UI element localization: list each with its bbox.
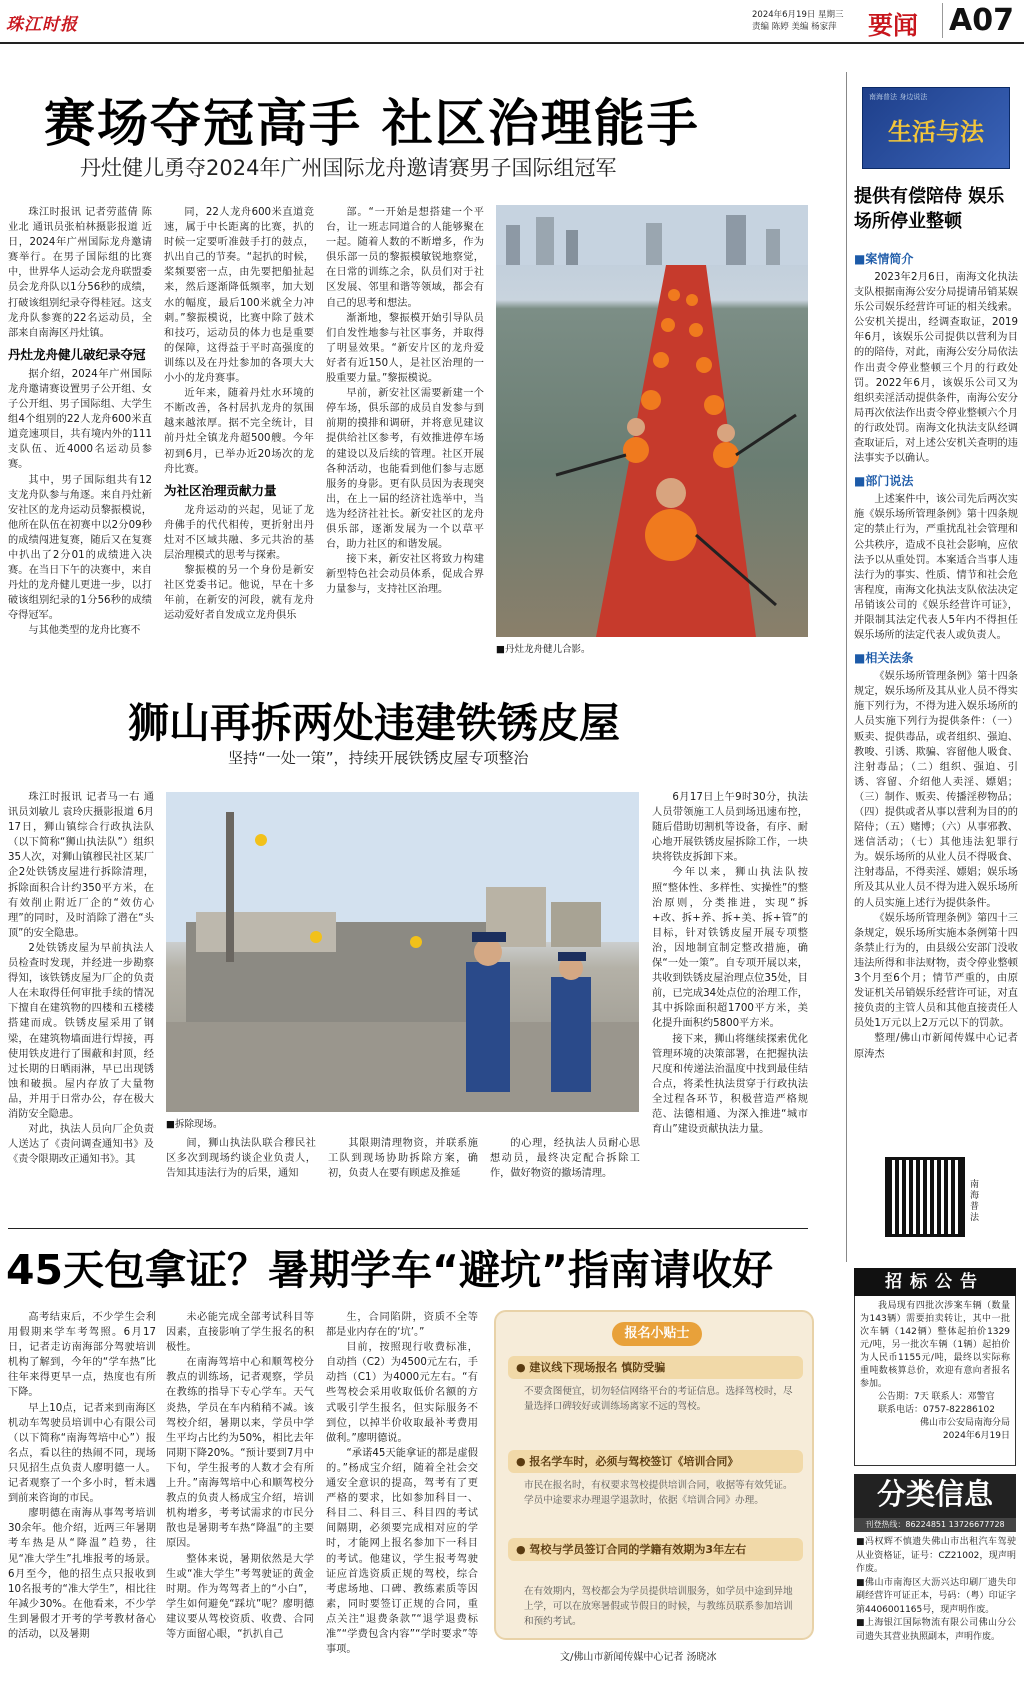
demolition-site-photo	[166, 792, 639, 1112]
article1-photo-caption: ■丹灶龙舟健儿合影。	[496, 644, 591, 655]
sidebar-headline: 提供有偿陪侍 娱乐场所停业整顿	[854, 186, 1005, 232]
sidebar-section-heading: ■案情简介	[854, 252, 914, 266]
article3-credit: 文/佛山市新闻传媒中心记者 汤晓冰	[560, 1652, 717, 1663]
article1-paragraph: 近年来，随着丹灶水环境的不断改善，各村居扒龙舟的氛围越来越浓厚。据不完全统计，目前丹灶全镇龙舟超500艘。今年初到6月，已举办近20场次的龙舟比赛。	[164, 388, 314, 475]
tip-heading: ● 驾校与学员签订合同的学籍有效期为3年左右	[508, 1538, 803, 1561]
tip-body: 在有效期内，驾校都会为学员提供培训服务，如学员中途到异地上学，可以在放寒暑假或节假日的时候，与教练员联系参加培训和预约考试。	[524, 1586, 793, 1627]
tender-notice-date: 2024年6月19日	[942, 1431, 1010, 1441]
column-banner	[862, 87, 1010, 169]
dragon-boat-team-photo	[496, 205, 808, 637]
tip-heading: ● 建议线下现场报名 慎防受骗	[508, 1356, 803, 1379]
tender-notice-title: 招标公告	[854, 1268, 1016, 1296]
tender-notice-contact: 公告期：7天 联系人：邓警官	[878, 1392, 995, 1402]
article2-headline: 狮山再拆两处违建铁锈皮屋	[128, 699, 620, 747]
tender-notice-phone: 联系电话：0757-82286102	[878, 1405, 995, 1415]
tip-body: 市民在报名时，有权要求驾校提供培训合同，收据等有效凭证。学员中途要求办理退学退款时，依据《培训合同》办理。	[524, 1480, 793, 1506]
sidebar-body	[854, 244, 1018, 1060]
article3-paragraph: 整体来说，暑期依然是大学生或“准大学生”考驾驶证的黄金时期。作为驾驾者上的“小白”，学生如何避免“踩坑”呢？廖明德建议要从驾校资质、收费、合同等方面留心眼，“扒扒自己	[166, 1553, 314, 1640]
article3-paragraph: “承诺45天能拿证的都是虚假的。”杨成宝介绍，随着全社会交通安全意识的提高，驾考有了更严格的要求，比如参加科目一、科目二、科目三、科目四的考试间隔期，必须要完成相对应的学时，才能网上报名参加下一科目的考试。他建议，学生报考驾驶证应首选资质正规的驾校，综合考虑场地、口碑、教练素质等因素，同时要签订正规的合同，重点关注“退费条款”“退学退费标准”“学费包含内容”“学时要求”等事项。	[326, 1447, 478, 1656]
article1-subheadline: 丹灶健儿勇夺2024年广州国际龙舟邀请赛男子国际组冠军	[80, 156, 617, 180]
article1-paragraph: 早前，新安社区需要新建一个停车场，俱乐部的成员自发参与到前期的摸排和调研，并将意见建议提供给社区参考，有效推进停车场的建设以及后续的管理。社区开展各种活动，也能看到他们参与志愿服务的身影。更有队员因为表现突出，在上一届的经济社选举中，当选为经济社社长。新安社区的龙舟俱乐部，逐渐发展为一个以草平台，助力社区的和谐发展。	[326, 388, 484, 551]
article1-paragraph: 部。“一开始是想搭建一个平台，让一班志同道合的人能够聚在一起。随着人数的不断增多，作为俱乐部一员的黎振模敏锐地察觉，在日常的训练之余，队员们对于社区发展、邻里和谐等领域，都会有自己的思考和想法。	[326, 207, 484, 309]
article3-paragraph: 生，合同陷阱，资质不全等都是业内存在的‘坑’。”	[326, 1312, 478, 1339]
article3-column-2	[166, 1310, 314, 1674]
sidebar-paragraph: 上述案件中，该公司先后两次实施《娱乐场所管理条例》第十四条规定的禁止行为，严重扰乱社会管理和公共秩序，造成不良社会影响，应依法予以从重处罚。本案适合当事人违法行为的事实、性质、情节和社会危害程度，南海文化执法支队依法决定吊销该公司的《娱乐经营许可证》，并限制其法定代表人5年内不得担任娱乐场所的法定代表人或负责人。	[854, 494, 1018, 642]
sidebar-section-heading: ■相关法条	[854, 651, 914, 666]
tips-title: 报名小贴士	[612, 1322, 702, 1346]
article2-paragraph: 间，狮山执法队联合穆民社区多次到现场约谈企业负责人，告知其违法行为的后果，通知	[166, 1138, 316, 1180]
article1-paragraph: 黎振模的另一个身份是新安社区党委书记。他说，早在十多年前，在新安的河段，就有龙舟运动爱好者自发成立龙舟俱乐	[164, 565, 314, 622]
tender-notice-text: 我局现有四批次涉案车辆（数量为143辆）需要拍卖转让，其中一批次车辆（142辆）整体起拍价1329元/吨，另一批次车辆（1辆）起拍价为人民币1155元/吨，最终以实际称重吨数核算总价，欢迎有意向者报名参加。	[860, 1301, 1010, 1389]
article1-paragraph: 渐渐地，黎振模开始引导队员们自发性地参与社区事务，并取得了明显效果。“新安片区的龙舟爱好者有近150人，是社区治理的一股重要力量。”黎振模说。	[326, 312, 484, 385]
article1-subheading-2: 为社区治理贡献力量	[164, 482, 277, 498]
banner-tagline: 南海普法 身边说法	[869, 93, 928, 101]
tip-heading: ● 报名学车时，必须与驾校签订《培训合同》	[508, 1450, 803, 1473]
sidebar-divider	[846, 72, 847, 1262]
classified-item: ■上海银江国际物流有限公司佛山分公司遗失其营业执照副本，声明作废。	[856, 1618, 1016, 1642]
article2-column-5	[652, 790, 808, 1215]
tender-notice-body	[860, 1300, 1010, 1466]
qr-label: 南海普法	[970, 1180, 980, 1223]
tip-body: 不要贪图便宜，切勿轻信网络平台的考证信息。选择驾校时，尽量选择口碑较好或训练场离家不远的驾校。	[524, 1386, 793, 1412]
article2-paragraph: 今年以来，狮山执法队按照“整体性、多样性、实操性”的整治原则，分类推进，实现“拆+改、拆+养、拆+美、拆+管”的目标，针对铁锈皮屋开展专项整治，因地制宜制定整改措施，确保“一处一策”。自专项开展以来，共收到铁锈皮屋治理点位35处，目前，已完成34处点位的治理工作，其中拆除面积超1700平方米，美化提升面积约5800平方米。	[652, 867, 808, 1030]
article3-paragraph: 廖明德在南海从事驾考培训30余年。他介绍，近两三年暑期考车热是从“降温”趋势，往见“准大学生”扎堆报考的场景。6月至今，他的招生点只报收到10名报考的“准大学生”，相比往年减少30%。在他看来，不少学生到暑假才开考的学考教材备心的活动，以及暑期	[8, 1508, 156, 1640]
registration-tips-box	[494, 1310, 814, 1640]
article2-paragraph: 的心理，经执法人员耐心思想动员，最终决定配合拆除工作，做好物资的撤场清理。	[490, 1138, 640, 1180]
article1-column-3	[326, 205, 484, 645]
article2-column-3	[328, 1136, 478, 1216]
article2-paragraph: 6月17日上午9时30分，执法人员带领施工人员到场迅速布控，随后借助切割机等设备，有序、耐心地开展铁锈皮屋拆除工作，一块块将铁皮拆卸下来。	[652, 792, 808, 864]
section-name: 要闻	[868, 11, 919, 40]
article1-paragraph: 其中，男子国际组共有12支龙舟队参与角逐。来自丹灶新安社区的龙舟运动员黎振模说，他所在队伍在初赛中以2分09秒的成绩闯进复赛，随后又在复赛中扒出了2分01的成绩进入决赛。在当日下午的决赛中，来自丹灶的龙舟健儿更进一步，以打破该组别纪录的1分56秒的成绩夺得冠军。	[8, 474, 152, 622]
article1-column-1	[8, 205, 152, 645]
article2-photo-caption: ■拆除现场。	[166, 1119, 223, 1130]
article1-paragraph: 龙舟运动的兴起，见证了龙舟佛手的代代相传，更折射出丹灶对不区域共融、多元共治的基层治理模式的思考与探索。	[164, 504, 314, 561]
article1-headline: 赛场夺冠高手 社区治理能手	[44, 95, 700, 154]
article3-paragraph: 在南海驾培中心和顺驾校分教点的训练场，记者观察，学员在教练的指导下专心学车。天气炎热，学员在车内稍稍不减。该驾校介绍，暑期以来，学员中学生平均占比约为50%，相比去年同期下降20%。“预计要到7月中下旬，学生报考的人数才会有所上升。”南海驾培中心和顺驾校分教点的负责人杨成宝介绍，培训机构增多，考考试需求的市民分散也是暑期考车热“降温”的主要原因。	[166, 1357, 314, 1550]
newspaper-logo: 珠江时报	[6, 15, 78, 35]
classified-list	[856, 1536, 1016, 1676]
dateline	[752, 9, 844, 33]
article3-column-3	[326, 1310, 478, 1674]
article3-column-1	[8, 1310, 156, 1674]
qr-code[interactable]	[888, 1160, 962, 1234]
classified-item: ■佛山市南海区大沥兴达印刷厂遗失印刷经营许可证正本，号码：（粤）印证字第4406001165号，现声明作废。	[856, 1577, 1016, 1615]
article2-paragraph: 接下来，狮山将继续探索优化管理环境的决策部署，在把握执法尺度和传递法治温度中找到最佳结合点，将柔性执法贯穿于行政执法全过程各环节，积极营造严格规范、法德相通、为深入推进“城市育山”建设贡献执法力量。	[652, 1033, 808, 1136]
section-divider	[8, 1228, 808, 1229]
article2-paragraph: 2处铁锈皮屋为早前执法人员检查时发现，并经进一步勘察得知，该铁锈皮屋为厂企的负责人在未取得任何审批手续的情况下擅自在建筑物的四楼和五楼楼搭建而成。铁锈皮屋采用了钢梁，在建筑物墙面进行焊接，再使用铁皮进行了围蔽和封顶，经过长期的日晒雨淋，早已出现锈蚀和破损。屋内存放了大量物品，并用于日常办公，存在极大消防安全隐患。	[8, 942, 154, 1120]
editors-credit: 责编 陈婷 美编 杨家萍	[752, 22, 837, 32]
article1-column-2	[164, 205, 314, 645]
banner-title: 生活与法	[888, 117, 984, 146]
article1-paragraph: 接下来，新安社区将致力构建新型特色社会动员体系，促成合界力量参与，支持社区治理。	[326, 554, 484, 596]
article2-column-2	[166, 1136, 316, 1216]
article3-paragraph: 未必能完成全部考试科目等因素，直接影响了学生报名的积极性。	[166, 1312, 314, 1354]
sidebar-paragraph: 《娱乐场所管理条例》第十四条规定，娱乐场所及其从业人员不得实施下列行为，不得为进入娱乐场所的人员实施下列行为提供条件：（一）贩卖、提供毒品，或者组织、强迫、教唆、引诱、欺骗、容留他人吸食、注射毒品；（二）组织、强迫、引诱、容留、介绍他人卖淫、嫖娼；（三）制作、贩卖、传播淫秽物品；（四）提供或者从事以营利为目的的陪侍；（五）赌博；（六）从事邪教、迷信活动；（七）其他违法犯罪行为。娱乐场所的从业人员不得吸食、注射毒品，不得卖淫、嫖娼；娱乐场所及其从业人员不得为进入娱乐场所的人员实施上述行为提供条件。	[854, 671, 1018, 909]
article2-subheadline: 坚持“一处一策”，持续开展铁锈皮屋专项整治	[228, 749, 529, 767]
article1-paragraph: 据介绍，2024年广州国际龙舟邀请赛设置男子公开组、女子公开组、男子国际组、大学生组4个组别的22人龙舟600米直道竞速项目，共有境内外的111支队伍、近4000名运动员参赛。	[8, 368, 152, 471]
article2-paragraph: 珠江时报讯 记者马一右 通讯员刘敏儿 袁玲庆摄影报道 6月17日，狮山镇综合行政执法队（以下简称“狮山执法队”）组织35人次，对狮山镇穆民社区某厂企2处铁锈皮屋进行拆除清理，拆除面积合计约350平方米，在有效削止附近厂企的“效仿心理”的同时，及时消除了潜在“头顶”的安全隐患。	[8, 792, 154, 939]
article1-paragraph: 珠江时报讯 记者劳蓝倩 陈业北 通讯员张柏林摄影报道 近日，2024年广州国际龙舟邀请赛举行。在男子国际组的比赛中，世界华人运动会龙舟联盟委员会龙舟队以1分56秒的成绩，打破该组别纪录夺得桂冠。这支龙舟队参赛的22名运动员，全部来自南海区丹灶镇。	[8, 207, 152, 339]
article1-subheading-1: 丹灶龙舟健儿破纪录夺冠	[8, 346, 146, 362]
article3-headline: 45天包拿证？暑期学车“避坑”指南请收好	[6, 1246, 773, 1294]
article2-paragraph: 其限期清理物资，并联系施工队到现场协助拆除方案，确初，负责人在要有顾虑及推延	[328, 1138, 478, 1180]
article2-paragraph: 对此，执法人员向厂企负责人送达了《责问调查通知书》及《责令限期改正通知书》。其	[8, 1124, 154, 1166]
article3-paragraph: 目前，按照现行收费标准，自动挡（C2）为4500元左右，手动挡（C1）为4000元左右。“有些驾校会采用收取低价名额的方式吸引学生报名，但实际服务不到位，以掉半价收取最补考费用做利。”廖明德说。	[326, 1342, 478, 1444]
article2-column-1	[8, 790, 154, 1215]
sidebar-paragraph: 《娱乐场所管理条例》第四十三条规定，娱乐场所实施本条例第十四条禁止行为的，由县级公安部门没收违法所得和非法财物，责令停业整顿3个月至6个月；情节严重的，由原发证机关吊销娱乐经营许可证，对直接负责的主管人员和其他直接责任人员处1万元以上2万元以下的罚款。	[854, 912, 1018, 1030]
classified-title: 分类信息	[854, 1474, 1016, 1518]
sidebar-section-heading: ■部门说法	[854, 474, 914, 489]
sidebar-paragraph: 2023年2月6日，南海文化执法支队根据南海公安分局提请吊销某娱乐公司娱乐经营许可证的相关线索。公安机关提出，经调查取证，2019年6月，该娱乐公司提供以营利为目的的陪侍，对此，南海公安分局依法作出责令停业整顿三个月的行政处罚。2022年6月，该娱乐公司又为组织卖淫活动提供条件，南海公安分局再次依法作出责令停业整顿六个月的行政处罚。南海文化执法支队经调查取证后，对上述公安机关查明的违法事实予以确认。	[854, 272, 1018, 465]
article1-paragraph: 与其他类型的龙舟比赛不	[28, 625, 141, 637]
sidebar-credit: 整理/佛山市新闻传媒中心记者 原涛杰	[854, 1033, 1018, 1060]
tender-notice-org: 佛山市公安局南海分局	[919, 1418, 1010, 1428]
article2-column-4	[490, 1136, 640, 1216]
article3-paragraph: 早上10点，记者来到南海区机动车驾驶员培训中心有限公司（以下简称“南海驾培中心”）报名点，看以往的热闹不同，现场只见招生点负责人廖明德一人。记者观察了一个多小时，暂未遇到前来咨询的市民。	[8, 1402, 156, 1505]
article1-paragraph: 同，22人龙舟600米直道竞速，属于中长距离的比赛，扒的时候一定要听准鼓手打的鼓点，扒出自己的节奏。“起扒的时候，桨频要密一点，由先要把船扯起来，然后逐渐降低频率，加大划水的幅度，最后100米就全力冲刺。”黎振模说，比赛中除了鼓术和技巧，运动员的体力也是重要的保障，这得益于平时高强度的训练以及在丹灶参加的各项大大小小的龙舟赛事。	[164, 207, 314, 385]
page-number: A07	[942, 3, 1014, 38]
classified-item: ■冯权辉不慎遗失佛山市出租汽车驾驶从业资格证，证号：CZ21002，现声明作废。	[856, 1537, 1016, 1574]
issue-date: 2024年6月19日 星期三	[752, 10, 844, 20]
article3-paragraph: 高考结束后，不少学生会利用假期来学车考驾照。6月17日，记者走访南海部分驾驶培训机构了解到，今年的“学车热”比往年来得更早一点，热度也有所下降。	[8, 1312, 156, 1399]
classified-hotline: 刊登热线：86224851 13726677728	[854, 1518, 1016, 1532]
